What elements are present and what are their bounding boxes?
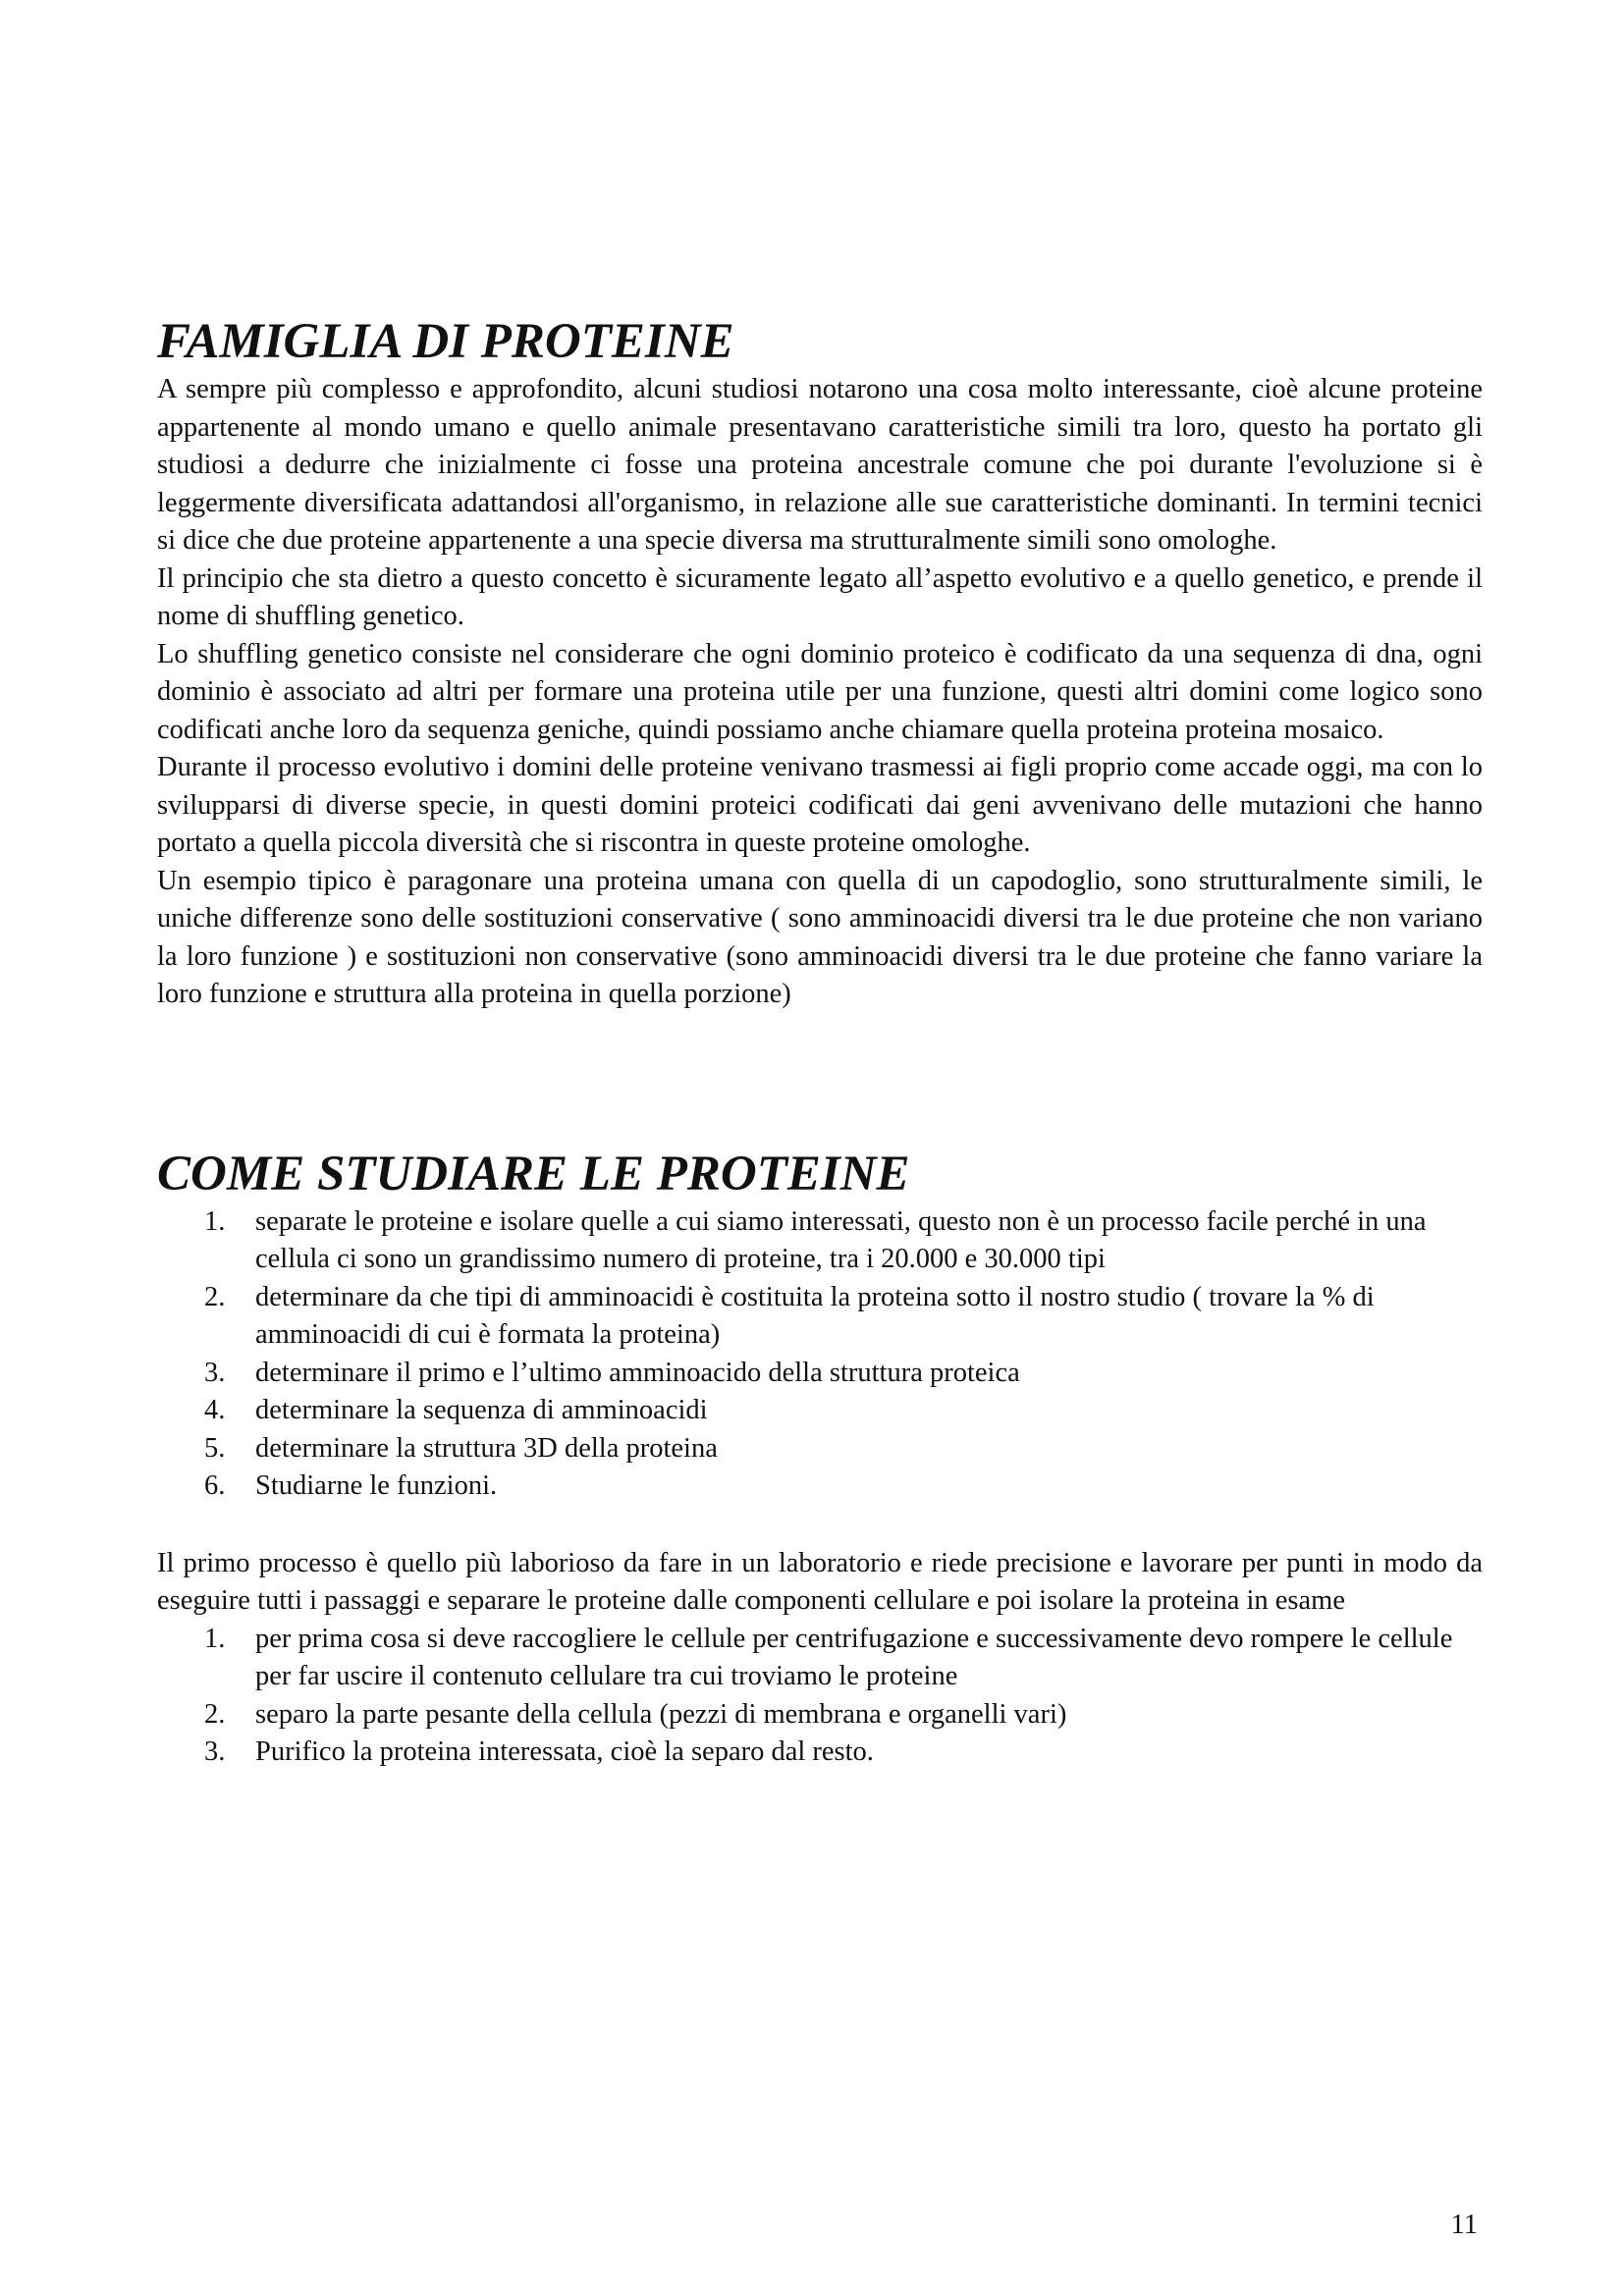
list-item-text: determinare la struttura 3D della proteina: [255, 1432, 718, 1464]
list-number: 6.: [204, 1470, 226, 1501]
section-heading-come-studiare: COME STUDIARE LE PROTEINE: [157, 1146, 910, 1201]
page-number: 11: [1450, 2210, 1478, 2240]
list-item: [157, 1279, 1483, 1355]
section-heading-famiglia: FAMIGLIA DI PROTEINE: [157, 314, 734, 369]
list-item-text: separo la parte pesante della cellula (pezzi di membrana e organelli vari): [255, 1698, 1067, 1730]
page-content: [157, 312, 1483, 1772]
intro-paragraph: Il primo processo è quello più laborioso da fare in un laboratorio e riede precisione e lavorare per punti in modo da eseguire tutti i passaggi e separare le proteine dalle componenti cellulare e poi isolare la proteina in esame: [157, 1547, 1483, 1616]
list-item-text: determinare la sequenza di amminoacidi: [255, 1395, 708, 1425]
procedure-list: [157, 1621, 1483, 1772]
section-spacer: [157, 1014, 1483, 1145]
list-item: [157, 1696, 1483, 1735]
list-item-text: Studiarne le funzioni.: [255, 1470, 498, 1501]
list-item: [157, 1734, 1483, 1772]
list-item: [157, 1468, 1483, 1506]
list-number: 4.: [204, 1395, 226, 1425]
paragraph: Un esempio tipico è paragonare una proteina umana con quella di un capodoglio, sono strutturalmente simili, le uniche differenze sono delle sostituzioni conservative ( sono amminoacidi diversi tra le due proteine che non variano la loro funzione ) e sostituzioni non conservative (sono amminoacidi diversi tra le due proteine che fanno variare la loro funzione e struttura alla proteina in quella porzione): [157, 865, 1483, 1009]
list-item-text: per prima cosa si deve raccogliere le cellule per centrifugazione e successivamente devo rompere le cellule per far uscire il contenuto cellulare tra cui troviamo le proteine: [255, 1623, 1453, 1691]
list-number: 3.: [204, 1357, 226, 1388]
list-number: 1.: [204, 1205, 226, 1237]
list-item-text: determinare il primo e l’ultimo amminoacido della struttura proteica: [255, 1357, 1020, 1388]
list-item-text: separate le proteine e isolare quelle a cui siamo interessati, questo non è un processo facile perché in una cellula ci sono un grandissimo numero di proteine, tra i 20.000 e 30.000 tipi: [255, 1205, 1427, 1274]
list-spacer: [157, 1506, 1483, 1545]
paragraph: Il principio che sta dietro a questo concetto è sicuramente legato all’aspetto evolutivo e a quello genetico, e prende il nome di shuffling genetico.: [157, 562, 1483, 631]
list-number: 5.: [204, 1432, 226, 1464]
paragraph: Durante il processo evolutivo i domini delle proteine venivano trasmessi ai figli proprio come accade oggi, ma con lo svilupparsi di diverse specie, in questi domini proteici codificati dai geni avvenivano delle mutazioni che hanno portato a quella piccola diversità che si riscontra in queste proteine omologhe.: [157, 752, 1483, 858]
list-number: 2.: [204, 1281, 226, 1312]
list-item: [157, 1392, 1483, 1430]
paragraph: A sempre più complesso e approfondito, alcuni studiosi notarono una cosa molto interessante, cioè alcune proteine appartenente al mondo umano e quello animale presentavano caratteristiche simili tra loro, questo ha portato gli studiosi a dedurre che inizialmente ci fosse una proteina ancestrale comune che poi durante l'evoluzione si è leggermente diversificata adattandosi all'organismo, in relazione alle sue caratteristiche dominanti. In termini tecnici si dice che due proteine appartenente a una specie diversa ma strutturalmente simili sono omologhe.: [157, 374, 1483, 556]
list-number: 3.: [204, 1736, 226, 1767]
list-item: [157, 1621, 1483, 1696]
paragraph: Lo shuffling genetico consiste nel considerare che ogni dominio proteico è codificato da una sequenza di dna, ogni dominio è associato ad altri per formare una proteina utile per una funzione, questi altri domini come logico sono codificati anche loro da sequenza geniche, quindi possiamo anche chiamare quella proteina proteina mosaico.: [157, 638, 1483, 745]
list-number: 1.: [204, 1623, 226, 1654]
list-item: [157, 1355, 1483, 1393]
list-item: [157, 1430, 1483, 1468]
list-item: [157, 1203, 1483, 1279]
steps-list: [157, 1203, 1483, 1506]
list-item-text: determinare da che tipi di amminoacidi è costituita la proteina sotto il nostro studio ( trovare la % di amminoacidi di cui è formata la proteina): [255, 1281, 1375, 1350]
list-number: 2.: [204, 1698, 226, 1730]
list-item-text: Purifico la proteina interessata, cioè la separo dal resto.: [255, 1736, 874, 1767]
